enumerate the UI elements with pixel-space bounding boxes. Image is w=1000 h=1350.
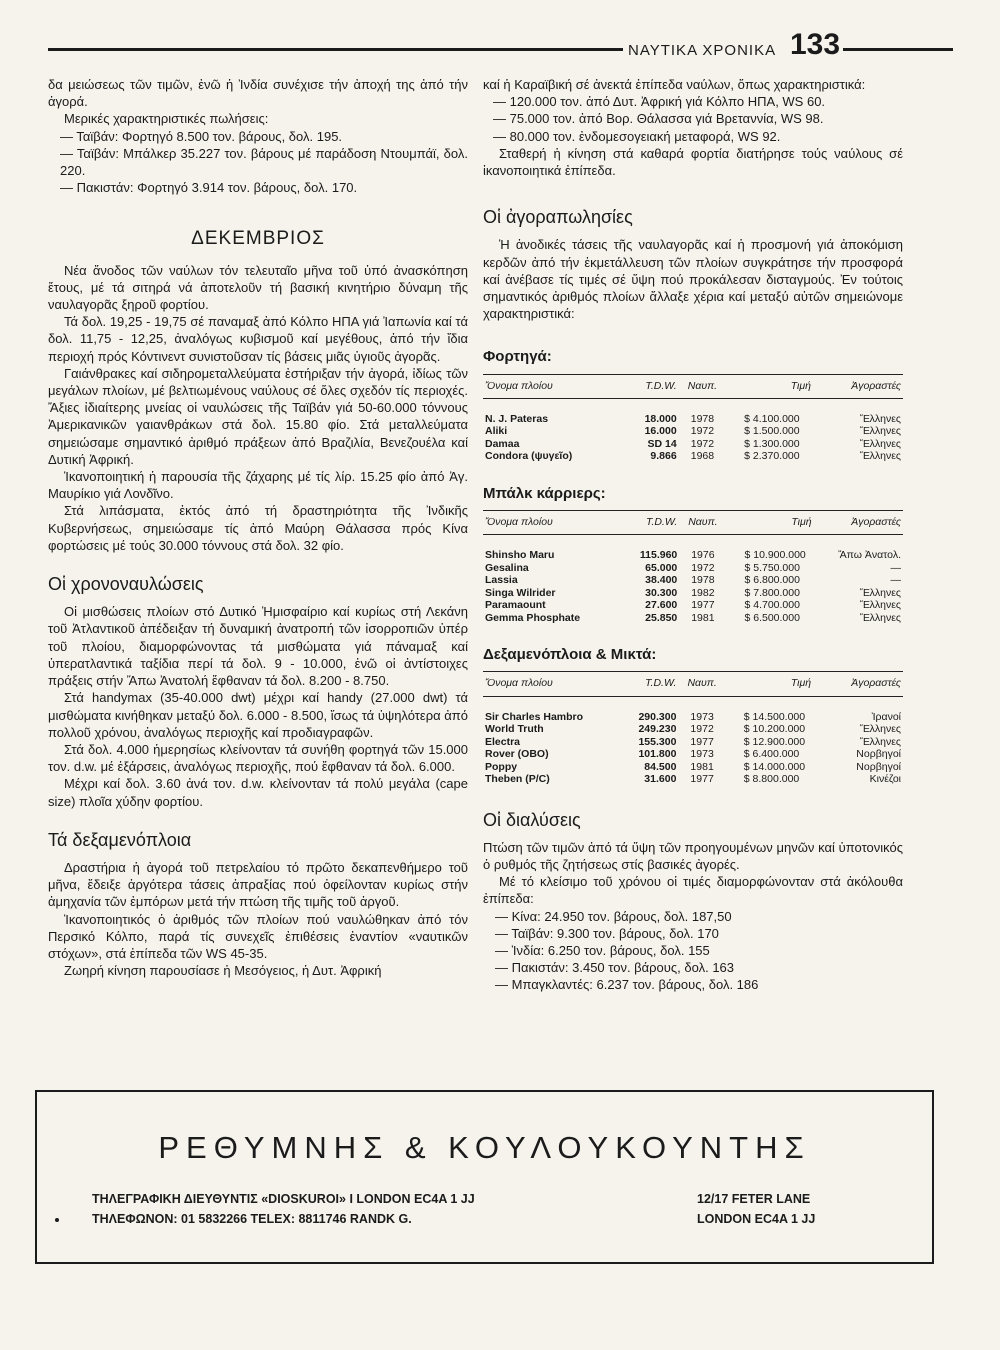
column-header: Ἀγοραστές [814, 511, 903, 535]
table-cell: 38.400 [645, 574, 678, 587]
table-cell: 1978 [690, 412, 715, 425]
list-item: — 80.000 τον. ἐνδομεσογειακή μεταφορά, WS 92. [493, 128, 781, 144]
table-cell: Electra [485, 735, 521, 748]
bullet-dot [55, 1218, 59, 1222]
page-header [48, 30, 952, 70]
table-row [483, 599, 903, 612]
advertisement-box [35, 1090, 934, 1264]
cargo-ships-table [483, 374, 903, 463]
table-cell: Gesalina [485, 561, 529, 574]
list-item: — 120.000 τον. ἀπό Δυτ. Ἀφρική γιά Κόλπο ΗΠΑ, WS 60. [493, 94, 826, 110]
column-header: T.D.W. [617, 374, 678, 398]
table-cell: $ 12.900.000 [743, 735, 806, 748]
paragraph: Στά handymax (35-40.000 dwt) μέχρι καί handy (27.000 dwt) τά μισθώματα κινήθηκαν μεταξύ δολ. 6.000 - 8.500, ἴσως τά ὑψηλότερα ἀπό πολλοῦ χρόνου, ἀναλόγως περιοχῆς καί προδιαγραφῶν. [48, 690, 468, 740]
table-heading-tankers: Δεξαμενόπλοια & Μικτά: [483, 646, 657, 664]
paragraph: Ζωηρή κίνηση παρουσίασε ἡ Μεσόγειος, ἡ Δυτ. Ἀφρική [64, 963, 382, 979]
column-header: Ναυπ. [679, 374, 726, 398]
table-cell: 1977 [690, 773, 714, 786]
right-column [483, 76, 903, 994]
table-row [483, 587, 903, 600]
paragraph: Δραστήρια ἡ ἀγορά τοῦ πετρελαίου τό πρῶτο δεκαπενθήμερο τοῦ μῆνα, ἔδειξε ἀργότερα τάσεις ἀπραξίας πού ὀφείλονταν κυρίως στήν ἀμηχανία τῶν ἐμπόρων μετά τήν πτώση τῆς τιμῆς τοῦ ἀργοῦ. [48, 859, 468, 910]
table-cell: $ 1.500.000 [744, 425, 800, 438]
table-cell: $ 6.500.000 [744, 611, 800, 624]
table-cell: $ 1.300.000 [744, 437, 800, 450]
table-row [483, 562, 903, 575]
table-cell: 9.866 [650, 450, 677, 463]
column-header: Ναυπ. [679, 511, 726, 535]
table-cell: Νορβηγοί [856, 748, 901, 761]
table-cell: $ 5.750.000 [744, 561, 800, 574]
paragraph: Ἱκανοποιητικός ὁ ἀριθμός τῶν πλοίων πού ναυλώθηκαν ἀπό τόν Περσικό Κόλπο, παρά τίς συνεχεῖς ἐπιθέσεις ἐναντίον «ναυτικῶν στόχων», στά ἐπίπεδα τῶν WS 45-35. [48, 911, 468, 961]
table-cell: $ 6.400.000 [743, 748, 800, 761]
table-row [483, 761, 903, 774]
table-cell: Ἕλληνες [859, 599, 901, 612]
table-row [483, 398, 903, 425]
list-item: — Μπαγκλαντές: 6.237 τον. βάρους, δολ. 186 [495, 977, 759, 993]
table-cell: $ 4.700.000 [744, 599, 800, 612]
section-heading-tankers: Τά δεξαμενόπλοια [48, 829, 192, 850]
table-row [483, 450, 903, 463]
table-cell: $ 14.000.000 [743, 760, 806, 773]
page-number: 133 [790, 28, 841, 61]
table-heading-bulk: Μπάλκ κάρριερς: [483, 484, 606, 502]
paragraph: Τά δολ. 19,25 - 19,75 σέ παναμαξ ἀπό Κόλπο ΗΠΑ γιά Ἰαπωνία καί τά δολ. 11,75 - 12,25, ἀναλόγως κυβισμοῦ καί μεγέθους, ἀπό τήν ἴδια περιοχή πρός Κόντινεντ συνιστοῦσαν τίς βάσεις μιᾶς ὑγιοῦς ἀγορᾶς. [48, 314, 468, 364]
paragraph: Στά λιπάσματα, ἐκτός ἀπό τή δραστηριότητα τῆς Ἰνδικῆς Κυβερνήσεως, σημειώσαμε τίς ἀπό Μαύρη Θάλασσα πρός Κίνα φορτώσεις μέ τούς 30.000 τόννους στά δολ. 32 φίο. [48, 503, 468, 553]
section-heading-scrap: Οἱ διαλύσεις [483, 809, 581, 830]
table-row [483, 736, 903, 749]
table-row [483, 748, 903, 761]
table-cell: $ 6.800.000 [744, 574, 800, 587]
section-heading-timecharter: Οἱ χρονοναυλώσεις [48, 574, 204, 595]
table-cell: Poppy [485, 760, 518, 773]
paragraph: καί ἡ Καραϊβική σέ ἀνεκτά ἐπίπεδα ναύλων, ὅπως χαρακτηριστικά: [483, 77, 866, 92]
ad-company-name: ΡΕΘΥΜΝΗΣ & ΚΟΥΛΟΥΚΟΥΝΤΗΣ [158, 1130, 811, 1165]
table-cell: 31.600 [644, 773, 677, 786]
column-header: Ἀγοραστές [813, 374, 903, 398]
paragraph: Μερικές χαρακτηριστικές πωλήσεις: [64, 111, 269, 127]
table-cell: — [890, 574, 901, 587]
table-cell: Singa Wilrider [485, 586, 556, 599]
tankers-table [483, 671, 903, 785]
table-cell: Shinsho Maru [485, 549, 555, 562]
table-cell: 290.300 [638, 710, 677, 723]
paragraph: Οἱ μισθώσεις πλοίων στό Δυτικό Ἡμισφαίριο καί κυρίως στή Λεκάνη τοῦ Ἀτλαντικοῦ ἀπέδειξαν τή δυναμική ἀνατροπή τῶν ἰσορροπιῶν ὑπέρ τοῦ πλοίου, διαμορφώνοντας τά μισθώματα γιά πάναμαξ καί ὑπερατλαντικά ταξίδια περί τά δολ. 9 - 10.000, ἐνῶ οἱ ἀντίστοιχες πράξεις στήν Ἄπω Ἀνατολή ἔφθαναν τά δολ. 8.200 - 8.750. [48, 604, 468, 689]
publication-title: ΝΑΥΤΙΚΑ ΧΡΟΝΙΚΑ [628, 42, 777, 59]
ad-phone-telex: ΤΗΛΕΦΩΝΟΝ: 01 5832266 TELEX: 8811746 RANDK G. [92, 1212, 412, 1226]
table-cell: 155.300 [638, 735, 677, 748]
list-item: — Ἰνδία: 6.250 τον. βάρους, δολ. 155 [495, 943, 710, 959]
table-cell: 1982 [691, 586, 715, 599]
table-cell: $ 14.500.000 [743, 710, 806, 723]
table-cell: 18.000 [644, 412, 677, 425]
table-cell: 1977 [690, 735, 714, 748]
section-heading-sales: Οἱ ἀγοραπωλησίες [483, 207, 633, 228]
table-cell: Condora (ψυγεῖο) [485, 450, 573, 463]
column-header: Τιμή [726, 511, 813, 535]
table-row [483, 723, 903, 736]
list-item: — Πακιστάν: 3.450 τον. βάρους, δολ. 163 [495, 960, 735, 976]
ad-city-address: LONDON EC4A 1 JJ [697, 1212, 816, 1226]
table-cell: 30.300 [645, 586, 678, 599]
column-header: Ὄνομα πλοίου [483, 672, 617, 696]
bulk-carriers-table [483, 510, 903, 624]
table-cell: 1978 [691, 574, 715, 587]
table-cell: 16.000 [644, 425, 677, 438]
table-cell: Ἕλληνες [859, 723, 901, 736]
table-row [483, 773, 903, 786]
table-cell: N. J. Pateras [485, 412, 549, 425]
table-cell: 1981 [691, 611, 715, 624]
header-rule-right [843, 48, 953, 51]
table-cell: Ἕλληνες [859, 425, 901, 438]
paragraph: Ἱκανοποιητική ἡ παρουσία τῆς ζάχαρης μέ τίς λίρ. 15.25 φίο ἀπό Ἀγ. Μαυρίκιο γιά Λονδῖνο. [48, 469, 468, 502]
list-item: — Κίνα: 24.950 τον. βάρους, δολ. 187,50 [495, 908, 732, 924]
table-cell: 1973 [690, 710, 714, 723]
table-cell: Νορβηγοί [856, 760, 901, 773]
table-cell: 1981 [690, 760, 714, 773]
table-cell: 101.800 [638, 748, 677, 761]
table-row [483, 438, 903, 451]
table-cell: 1972 [691, 561, 715, 574]
list-item: — Ταϊβάν: Μπάλκερ 35.227 τον. βάρους μέ παράδοση Ντουμπάϊ, δολ. 220. [60, 145, 468, 179]
table-cell: 249.230 [638, 723, 677, 736]
column-header: Ναυπ. [678, 672, 725, 696]
ad-street-address: 12/17 FETER LANE [697, 1192, 811, 1206]
column-header: Ἀγοραστές [813, 672, 903, 696]
table-cell: 1972 [690, 723, 714, 736]
table-cell: Sir Charles Hambro [485, 710, 584, 723]
table-cell: 27.600 [645, 599, 678, 612]
table-cell: Lassia [485, 574, 518, 587]
table-cell: 1976 [691, 549, 715, 562]
table-cell: Damaa [485, 437, 520, 450]
list-item: — Ταϊβάν: Φορτηγό 8.500 τον. βάρους, δολ. 195. [60, 128, 343, 144]
column-header: Ὄνομα πλοίου [483, 511, 618, 535]
table-cell: Rover (OBO) [485, 748, 549, 761]
table-cell: Ἕλληνες [859, 412, 901, 425]
left-column [48, 76, 468, 979]
table-cell: 1973 [690, 748, 714, 761]
table-cell: $ 10.900.000 [744, 549, 806, 562]
header-rule-left [48, 48, 623, 51]
table-cell: Ἕλληνες [859, 611, 901, 624]
table-cell: 1977 [691, 599, 715, 612]
list-item: — 75.000 τον. ἀπό Βορ. Θάλασσα γιά Βρεταννία, WS 98. [493, 111, 824, 127]
table-cell: Ἄπω Ἀνατολ. [838, 549, 901, 562]
table-cell: 1972 [690, 437, 715, 450]
table-cell: Ἕλληνες [859, 437, 901, 450]
paragraph: Μέχρι καί δολ. 3.60 ἀνά τον. d.w. κλείνονταν τά πολύ μεγάλα (cape size) πλοῖα χύδην φορτίου. [48, 776, 468, 809]
table-cell: SD 14 [647, 437, 677, 450]
table-heading-cargo: Φορτηγά: [483, 348, 552, 366]
table-cell: Gemma Phosphate [485, 611, 581, 624]
list-item: — Ταϊβάν: 9.300 τον. βάρους, δολ. 170 [495, 925, 719, 941]
table-cell: — [890, 561, 901, 574]
table-cell: Theben (P/C) [485, 773, 550, 786]
column-header: T.D.W. [617, 672, 679, 696]
table-cell: $ 7.800.000 [744, 586, 800, 599]
table-cell: $ 10.200.000 [743, 723, 806, 736]
list-item: — Πακιστάν: Φορτηγό 3.914 τον. βάρους, δολ. 170. [60, 180, 358, 196]
column-header: Τιμή [726, 672, 813, 696]
table-cell: $ 2.370.000 [744, 450, 800, 463]
paragraph: δα μειώσεως τῶν τιμῶν, ἐνῶ ἡ Ἰνδία συνέχισε τήν ἀποχή της ἀπό τήν ἀγορά. [48, 77, 468, 110]
paragraph: Πτώση τῶν τιμῶν ἀπό τά ὕψη τῶν προηγουμένων μηνῶν καί ὑποτονικός ὁ ρυθμός τῆς ζητήσεως στίς βασικές ἀγορές. [483, 839, 903, 873]
table-row [483, 535, 903, 562]
table-cell: 65.000 [645, 561, 678, 574]
table-row [483, 612, 903, 625]
table-cell: 25.850 [645, 611, 678, 624]
table-cell: Ἕλληνες [859, 586, 901, 599]
table-row [483, 425, 903, 438]
paragraph: Γαιάνθρακες καί σιδηρομεταλλεύματα ἐστήριξαν τήν ἀγορά, ἰδίως τῶν μεγάλων πλοίων, μέ βελτιωμένους ναύλους σέ ὅλες σχεδόν τίς περιοχές. Ἄξιες ἰδιαίτερης μνείας οἱ ναυλώσεις τῆς Ταϊβάν γιά 50-60.000 τόννους Ἀμερικανικῶν γαιανθράκων στά δολ. 15.80 φίο. Στά μεταλλεύματα σημειώσαμε σημαντικό ἀριθμό πράξεων ἀπό Βραζιλία, Βενεζουέλα καί Δυτική Ἀφρική. [48, 365, 468, 467]
table-cell: Paramaount [485, 599, 546, 612]
paragraph: Μέ τό κλείσιμο τοῦ χρόνου οἱ τιμές διαμορφώνονταν στά ἀκόλουθα ἐπίπεδα: [483, 874, 903, 907]
column-header: T.D.W. [618, 511, 679, 535]
table-cell: Aliki [485, 425, 508, 438]
table-cell: Κινέζοι [869, 773, 901, 786]
table-cell: 115.960 [639, 549, 678, 562]
table-cell: World Truth [485, 723, 544, 736]
table-row [483, 574, 903, 587]
paragraph: Ἡ ἀνοδικές τάσεις τῆς ναυλαγορᾶς καί ἡ προσμονή γιά ἀποκόμιση κερδῶν ἀπό τήν ἐκμετάλλευση τῶν πλοίων συγκράτησε τήν προσφορά καί ἀνέβασε τίς τιμές σέ ὕψη πού προκάλεσαν δισταγμούς. Ἐν τούτοις σημαντικός ἀριθμός πλοίων ἄλλαξε χέρια καί μεταξύ αὐτῶν σημειώνομε χαρακτηριστικά: [483, 237, 903, 322]
section-heading-december: ΔΕΚΕΜΒΡΙΟΣ [191, 228, 325, 250]
table-cell: 1968 [690, 450, 715, 463]
column-header: Τιμή [726, 374, 813, 398]
table-cell: Ἰρανοί [871, 710, 901, 723]
table-cell: $ 4.100.000 [744, 412, 800, 425]
table-cell: Ἕλληνες [859, 735, 901, 748]
paragraph: Νέα ἄνοδος τῶν ναύλων τόν τελευταῖο μῆνα τοῦ ὑπό ἀνασκόπηση ἔτους, μέ τά σιτηρά νά ἀποτελοῦν τή βασική κινητήριο δύναμη τῆς ναυλαγορᾶς ξηροῦ φορτίου. [48, 262, 468, 313]
table-row [483, 696, 903, 723]
table-cell: $ 8.800.000 [743, 773, 800, 786]
table-cell: Ἕλληνες [859, 450, 901, 463]
table-cell: 1972 [690, 425, 715, 438]
table-cell: 84.500 [644, 760, 677, 773]
column-header: Ὄνομα πλοίου [483, 374, 617, 398]
ad-telegraphic-address: ΤΗΛΕΓΡΑΦΙΚΗ ΔΙΕΥΘΥΝΤΙΣ «DIOSKUROI» I LONDON EC4A 1 JJ [92, 1192, 475, 1206]
paragraph: Στά δολ. 4.000 ἡμερησίως κλείνονταν τά συνήθη φορτηγά τῶν 15.000 τον. d.w. μέ ἐξάρσεις, ἀναλόγως περιοχῆς, πού ἔφθαναν τά δολ. 6.000. [48, 741, 468, 775]
paragraph: Σταθερή ἡ κίνηση στά καθαρά φορτία διατήρησε τούς ναύλους σέ ἱκανοποιητικά ἐπίπεδα. [483, 145, 903, 179]
